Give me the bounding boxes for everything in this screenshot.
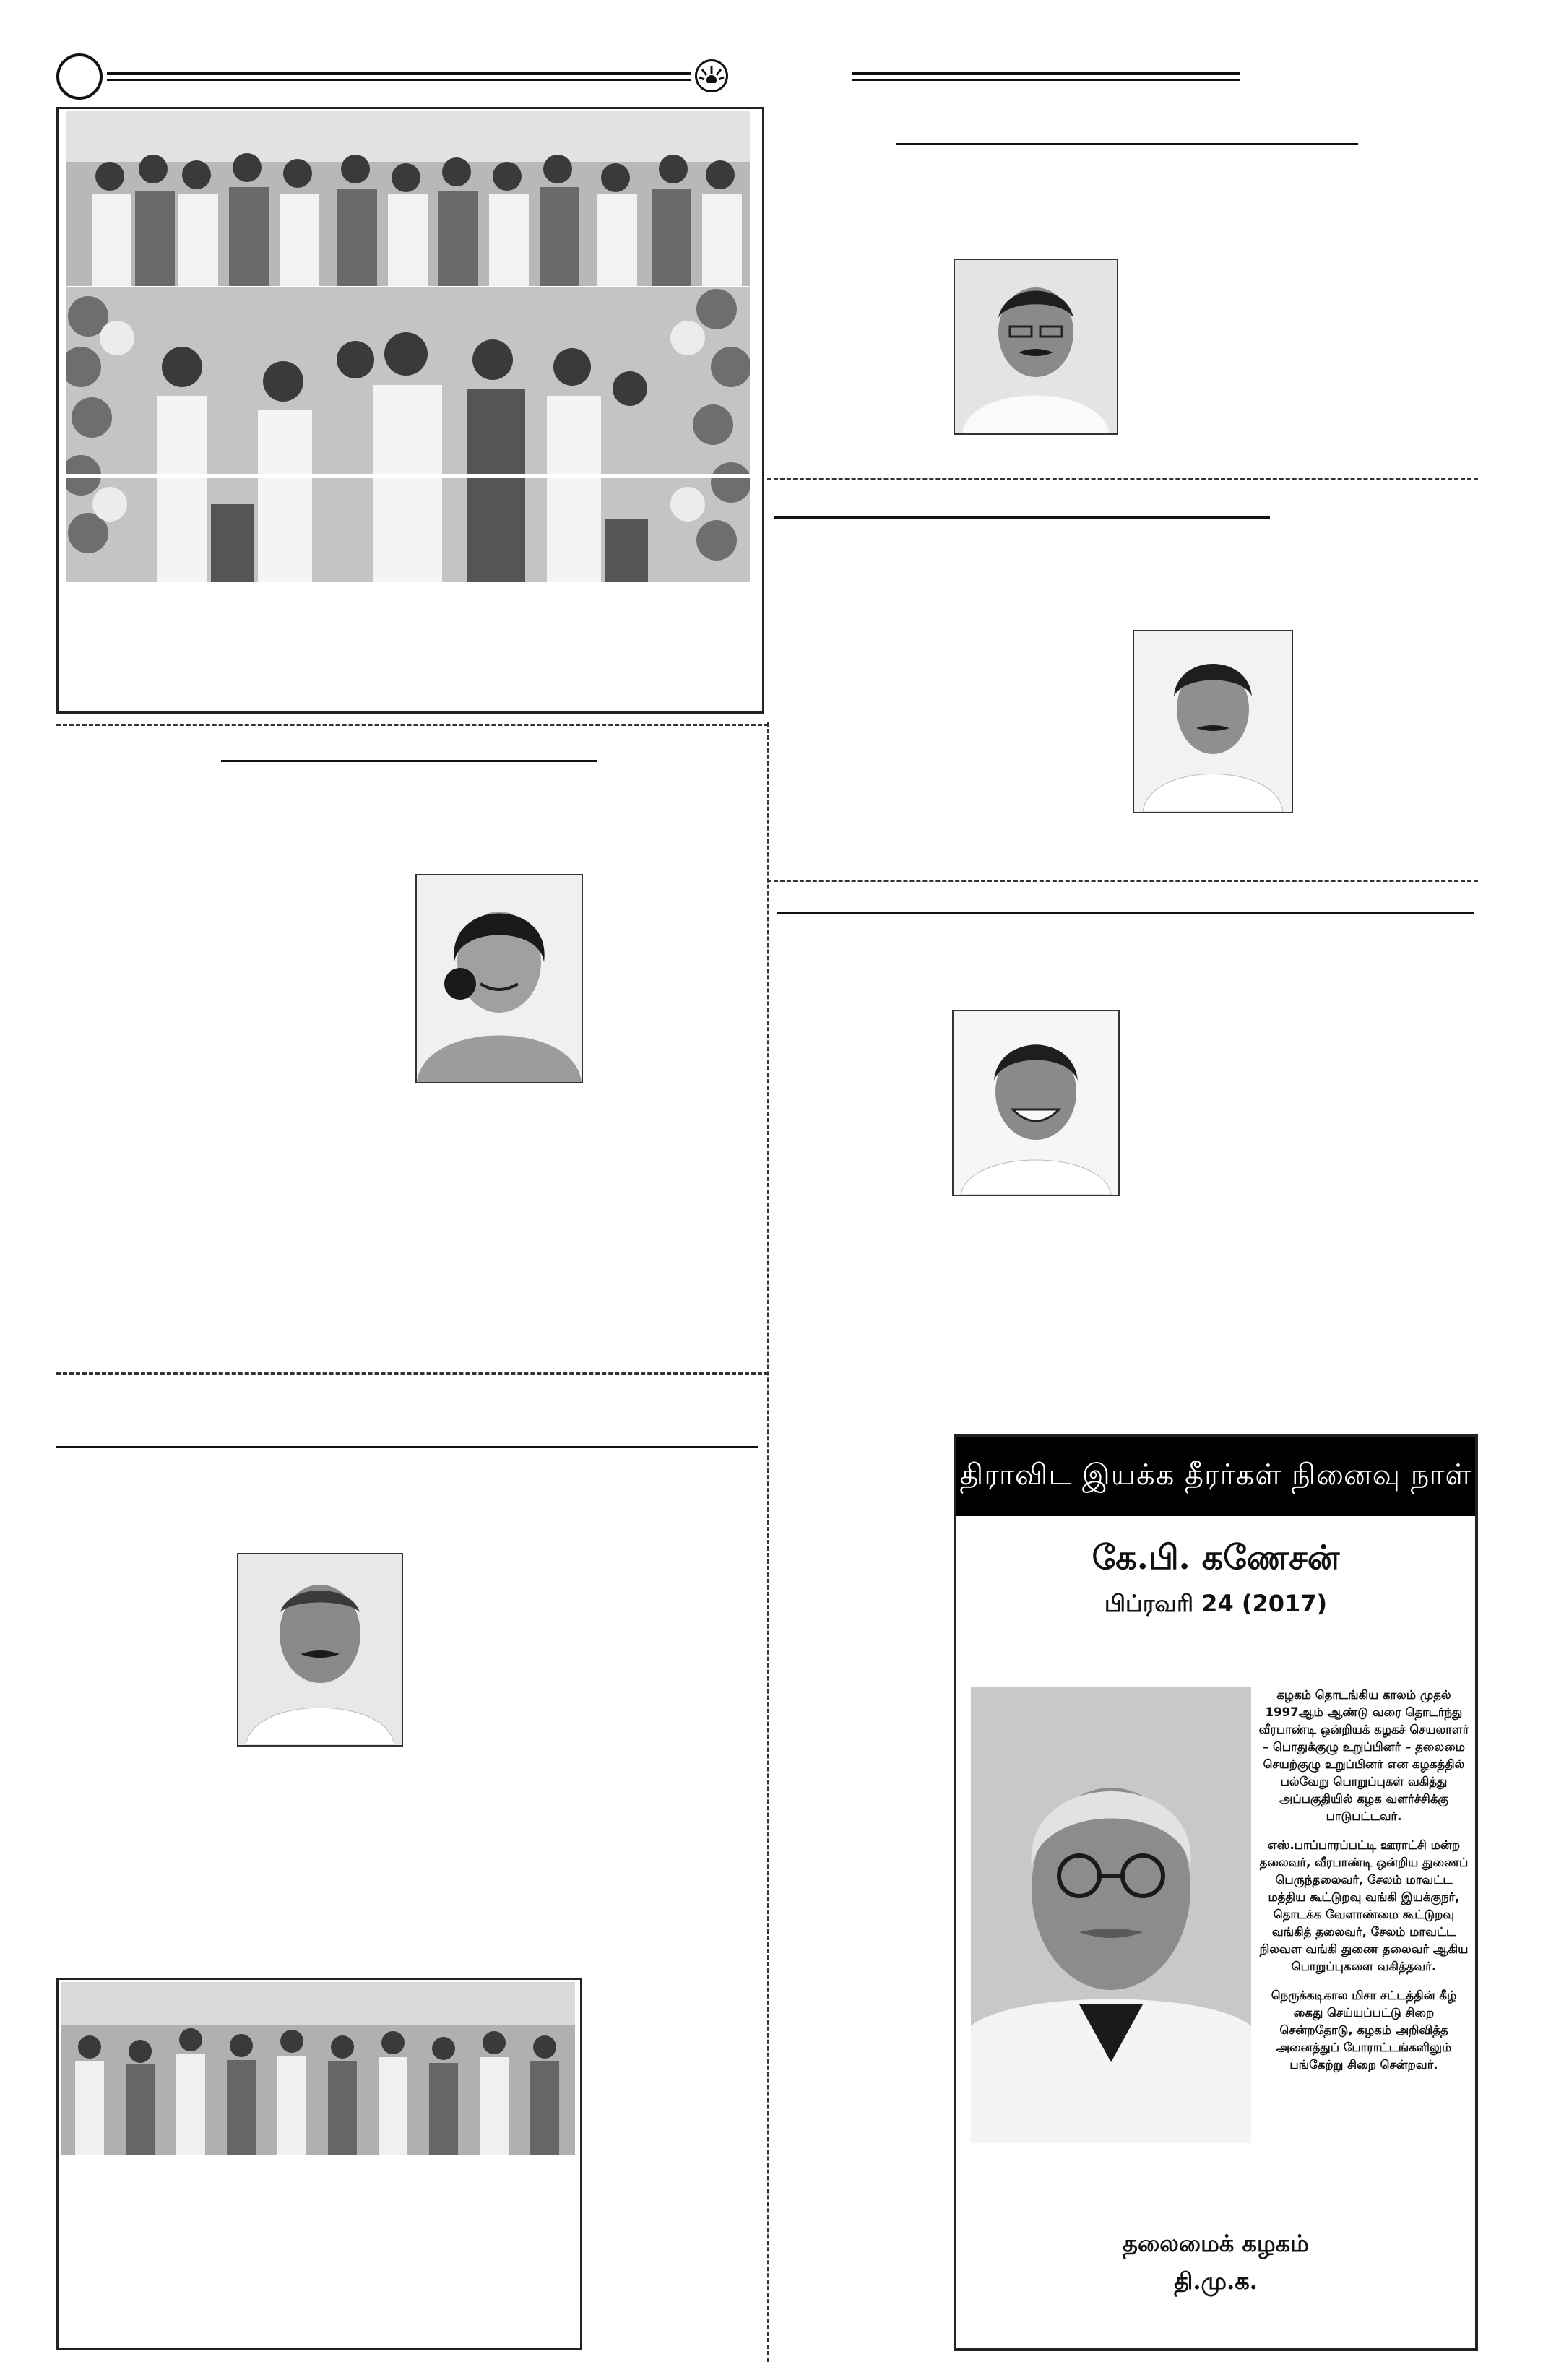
party-emblem-icon bbox=[695, 59, 728, 92]
notice-signature-line-1: தலைமைக் கழகம் bbox=[1123, 2230, 1309, 2257]
portrait-photo-3 bbox=[415, 874, 583, 1083]
portrait-photo-1 bbox=[954, 259, 1118, 435]
headline-rule-1 bbox=[896, 143, 1358, 145]
right-section-divider-1 bbox=[767, 478, 1478, 480]
top-group-photo bbox=[66, 111, 750, 286]
masthead-rule-top bbox=[107, 72, 691, 75]
headline-rule-4 bbox=[221, 760, 597, 762]
left-section-divider-1 bbox=[56, 724, 769, 726]
notice-header: திராவிட இயக்க தீரர்கள் நினைவு நாள் bbox=[956, 1437, 1475, 1516]
memorial-notice bbox=[954, 1434, 1478, 2351]
page-number-circle bbox=[56, 53, 103, 100]
left-section-divider-2 bbox=[56, 1372, 769, 1375]
right-headline-rule-bottom bbox=[852, 79, 1240, 81]
column-divider bbox=[767, 722, 769, 2362]
notice-date: பிப்ரவரி 24 (2017) bbox=[1104, 1590, 1328, 1617]
notice-paragraph-1: கழகம் தொடங்கிய காலம் முதல் 1997ஆம் ஆண்டு வரை தொடர்ந்து வீரபாண்டி ஒன்றியக் கழகச் செயலாளர் – பொதுக்குழு உறுப்பினர் – தலைமை செயற்குழு உறுப்பினர் என கழகத்தில் பல்வேறு பொறுப்புகள் வகித்து அப்பகுதியில் கழக வளர்ச்சிக்கு பாடுபட்டவர். bbox=[1258, 1688, 1469, 1823]
notice-signature-line-2: தி.மு.க. bbox=[1174, 2267, 1258, 2295]
notice-text-column bbox=[1255, 1687, 1472, 2085]
portrait-photo-4 bbox=[952, 1010, 1120, 1196]
right-headline-rule-top bbox=[852, 72, 1240, 75]
headline-rule-2 bbox=[774, 516, 1270, 519]
masthead-rule-bottom bbox=[107, 79, 691, 81]
ribbon-cutting-photo bbox=[66, 287, 750, 582]
notice-paragraph-3: நெருக்கடிகால மிசா சட்டத்தின் கீழ் கைது செய்யப்பட்டு சிறை சென்றதோடு, கழகம் அறிவித்த அனைத்துப் போராட்டங்களிலும் பங்கேற்று சிறை சென்றவர். bbox=[1271, 1989, 1457, 2072]
notice-name: கே.பி. கணேசன் bbox=[1092, 1538, 1340, 1577]
bottom-group-photo bbox=[61, 1982, 575, 2155]
portrait-photo-5 bbox=[237, 1553, 403, 1747]
headline-rule-5 bbox=[56, 1446, 758, 1448]
notice-portrait-photo bbox=[971, 1687, 1251, 2143]
notice-paragraph-2: எஸ்.பாப்பாரப்பட்டி ஊராட்சி மன்ற தலைவர், வீரபாண்டி ஒன்றிய துணைப் பெருந்தலைவர், சேலம் மாவட்ட மத்திய கூட்டுறவு வங்கி இயக்குநர், தொடக்க வேளாண்மை கூட்டுறவு வங்கித் தலைவர், சேலம் மாவட்ட நிலவள வங்கி துணை தலைவர் ஆகிய பொறுப்புகளை வகித்தவர். bbox=[1259, 1838, 1469, 1973]
headline-rule-3 bbox=[777, 912, 1474, 914]
right-section-divider-2 bbox=[767, 880, 1478, 882]
portrait-photo-2 bbox=[1133, 630, 1293, 813]
